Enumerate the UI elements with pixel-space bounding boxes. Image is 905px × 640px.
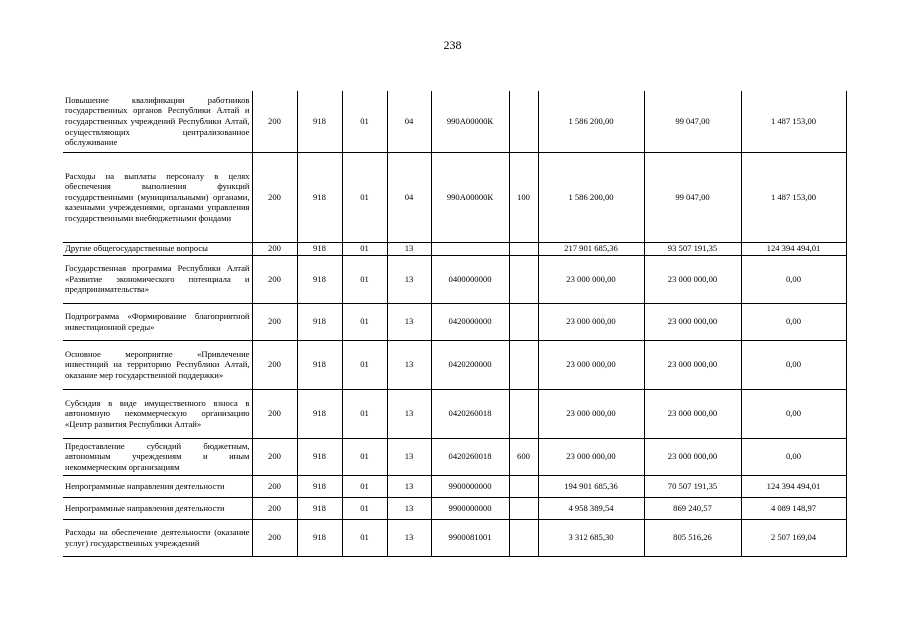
ministry-code-cell: 918 [297, 497, 342, 519]
amount-federal-cell: 23 000 000,00 [644, 389, 741, 438]
ministry-code-cell: 918 [297, 389, 342, 438]
section-code-cell: 200 [252, 519, 297, 556]
chapter-code-cell: 01 [342, 340, 387, 389]
target-article-code-cell: 9900000000 [431, 475, 509, 497]
chapter-code-cell: 01 [342, 519, 387, 556]
target-article-code-cell: 9900081001 [431, 519, 509, 556]
table-row [63, 340, 846, 389]
section-code-cell: 200 [252, 475, 297, 497]
row-name-cell: Субсидия в виде имущественного взноса в автономную некоммерческую организацию «Центр развития Республики Алтай» [63, 389, 252, 438]
chapter-code-cell: 01 [342, 91, 387, 152]
section-code-cell: 200 [252, 152, 297, 242]
target-article-code-cell: 0420260018 [431, 389, 509, 438]
section-code-cell: 200 [252, 497, 297, 519]
row-name-cell: Расходы на выплаты персоналу в целях обеспечения выполнения функций государственными (муниципальными) органами, казенными учреждениями, органами управления государственными внебюджетными фондами [63, 152, 252, 242]
chapter-code-cell: 01 [342, 497, 387, 519]
section-code-cell: 200 [252, 303, 297, 340]
section-code-cell: 200 [252, 389, 297, 438]
expense-type-code-cell [509, 303, 538, 340]
expense-type-code-cell [509, 340, 538, 389]
ministry-code-cell: 918 [297, 91, 342, 152]
target-article-code-cell [431, 242, 509, 255]
subsection-code-cell: 13 [387, 497, 431, 519]
amount-regional-cell: 0,00 [741, 389, 846, 438]
expense-type-code-cell [509, 91, 538, 152]
table-row [63, 255, 846, 303]
row-name-cell: Повышение квалификации работников государственных органов Республики Алтай и государственных учреждений Республики Алтай, осуществляющих централизованное обслуживание [63, 91, 252, 152]
amount-regional-cell: 2 507 169,04 [741, 519, 846, 556]
chapter-code-cell: 01 [342, 255, 387, 303]
ministry-code-cell: 918 [297, 475, 342, 497]
target-article-code-cell: 9900000000 [431, 497, 509, 519]
ministry-code-cell: 918 [297, 152, 342, 242]
table-row [63, 303, 846, 340]
row-name-cell: Другие общегосударственные вопросы [63, 242, 252, 255]
target-article-code-cell: 990А00000К [431, 152, 509, 242]
section-code-cell: 200 [252, 438, 297, 475]
amount-total-cell: 23 000 000,00 [538, 303, 644, 340]
row-name-cell: Основное мероприятие «Привлечение инвестиций на территорию Республики Алтай, оказание мер государственной поддержки» [63, 340, 252, 389]
subsection-code-cell: 04 [387, 91, 431, 152]
subsection-code-cell: 13 [387, 519, 431, 556]
amount-federal-cell: 70 507 191,35 [644, 475, 741, 497]
amount-total-cell: 194 901 685,36 [538, 475, 644, 497]
amount-regional-cell: 1 487 153,00 [741, 91, 846, 152]
amount-federal-cell: 23 000 000,00 [644, 438, 741, 475]
amount-total-cell: 4 958 389,54 [538, 497, 644, 519]
ministry-code-cell: 918 [297, 340, 342, 389]
amount-regional-cell: 4 089 148,97 [741, 497, 846, 519]
amount-regional-cell: 124 394 494,01 [741, 242, 846, 255]
row-name-cell: Непрограммные направления деятельности [63, 497, 252, 519]
table-row [63, 497, 846, 519]
table-row [63, 242, 846, 255]
amount-total-cell: 23 000 000,00 [538, 255, 644, 303]
amount-federal-cell: 23 000 000,00 [644, 340, 741, 389]
section-code-cell: 200 [252, 91, 297, 152]
chapter-code-cell: 01 [342, 438, 387, 475]
expense-type-code-cell [509, 255, 538, 303]
chapter-code-cell: 01 [342, 475, 387, 497]
amount-total-cell: 23 000 000,00 [538, 389, 644, 438]
row-name-cell: Непрограммные направления деятельности [63, 475, 252, 497]
subsection-code-cell: 13 [387, 389, 431, 438]
amount-regional-cell: 1 487 153,00 [741, 152, 846, 242]
target-article-code-cell: 0420000000 [431, 303, 509, 340]
ministry-code-cell: 918 [297, 438, 342, 475]
subsection-code-cell: 13 [387, 303, 431, 340]
amount-regional-cell: 0,00 [741, 438, 846, 475]
expense-type-code-cell: 600 [509, 438, 538, 475]
subsection-code-cell: 13 [387, 438, 431, 475]
amount-federal-cell: 99 047,00 [644, 152, 741, 242]
expense-type-code-cell [509, 519, 538, 556]
row-name-cell: Подпрограмма «Формирование благоприятной инвестиционной среды» [63, 303, 252, 340]
expense-type-code-cell [509, 497, 538, 519]
subsection-code-cell: 04 [387, 152, 431, 242]
amount-total-cell: 1 586 200,00 [538, 91, 644, 152]
table-row [63, 91, 846, 152]
amount-federal-cell: 805 516,26 [644, 519, 741, 556]
budget-table [63, 91, 847, 557]
subsection-code-cell: 13 [387, 340, 431, 389]
chapter-code-cell: 01 [342, 303, 387, 340]
ministry-code-cell: 918 [297, 303, 342, 340]
amount-total-cell: 3 312 685,30 [538, 519, 644, 556]
row-name-cell: Расходы на обеспечение деятельности (оказание услуг) государственных учреждений [63, 519, 252, 556]
table-row [63, 438, 846, 475]
target-article-code-cell: 0420200000 [431, 340, 509, 389]
chapter-code-cell: 01 [342, 152, 387, 242]
page-number: 238 [443, 38, 462, 52]
amount-regional-cell: 0,00 [741, 340, 846, 389]
ministry-code-cell: 918 [297, 255, 342, 303]
amount-regional-cell: 124 394 494,01 [741, 475, 846, 497]
section-code-cell: 200 [252, 255, 297, 303]
table-row [63, 389, 846, 438]
section-code-cell: 200 [252, 242, 297, 255]
target-article-code-cell: 0420260018 [431, 438, 509, 475]
amount-federal-cell: 93 507 191,35 [644, 242, 741, 255]
amount-federal-cell: 23 000 000,00 [644, 255, 741, 303]
chapter-code-cell: 01 [342, 242, 387, 255]
subsection-code-cell: 13 [387, 475, 431, 497]
expense-type-code-cell [509, 242, 538, 255]
target-article-code-cell: 990А00000К [431, 91, 509, 152]
amount-federal-cell: 869 240,57 [644, 497, 741, 519]
amount-federal-cell: 99 047,00 [644, 91, 741, 152]
table-row [63, 152, 846, 242]
section-code-cell: 200 [252, 340, 297, 389]
expense-type-code-cell [509, 475, 538, 497]
subsection-code-cell: 13 [387, 255, 431, 303]
subsection-code-cell: 13 [387, 242, 431, 255]
expense-type-code-cell [509, 389, 538, 438]
ministry-code-cell: 918 [297, 519, 342, 556]
expense-type-code-cell: 100 [509, 152, 538, 242]
amount-total-cell: 1 586 200,00 [538, 152, 644, 242]
target-article-code-cell: 0400000000 [431, 255, 509, 303]
table-row [63, 475, 846, 497]
row-name-cell: Государственная программа Республики Алтай «Развитие экономического потенциала и предпринимательства» [63, 255, 252, 303]
amount-regional-cell: 0,00 [741, 303, 846, 340]
amount-total-cell: 23 000 000,00 [538, 438, 644, 475]
amount-total-cell: 217 901 685,36 [538, 242, 644, 255]
chapter-code-cell: 01 [342, 389, 387, 438]
amount-total-cell: 23 000 000,00 [538, 340, 644, 389]
ministry-code-cell: 918 [297, 242, 342, 255]
row-name-cell: Предоставление субсидий бюджетным, автономным учреждениям и иным некоммерческим организациям [63, 438, 252, 475]
table-row [63, 519, 846, 556]
amount-regional-cell: 0,00 [741, 255, 846, 303]
amount-federal-cell: 23 000 000,00 [644, 303, 741, 340]
